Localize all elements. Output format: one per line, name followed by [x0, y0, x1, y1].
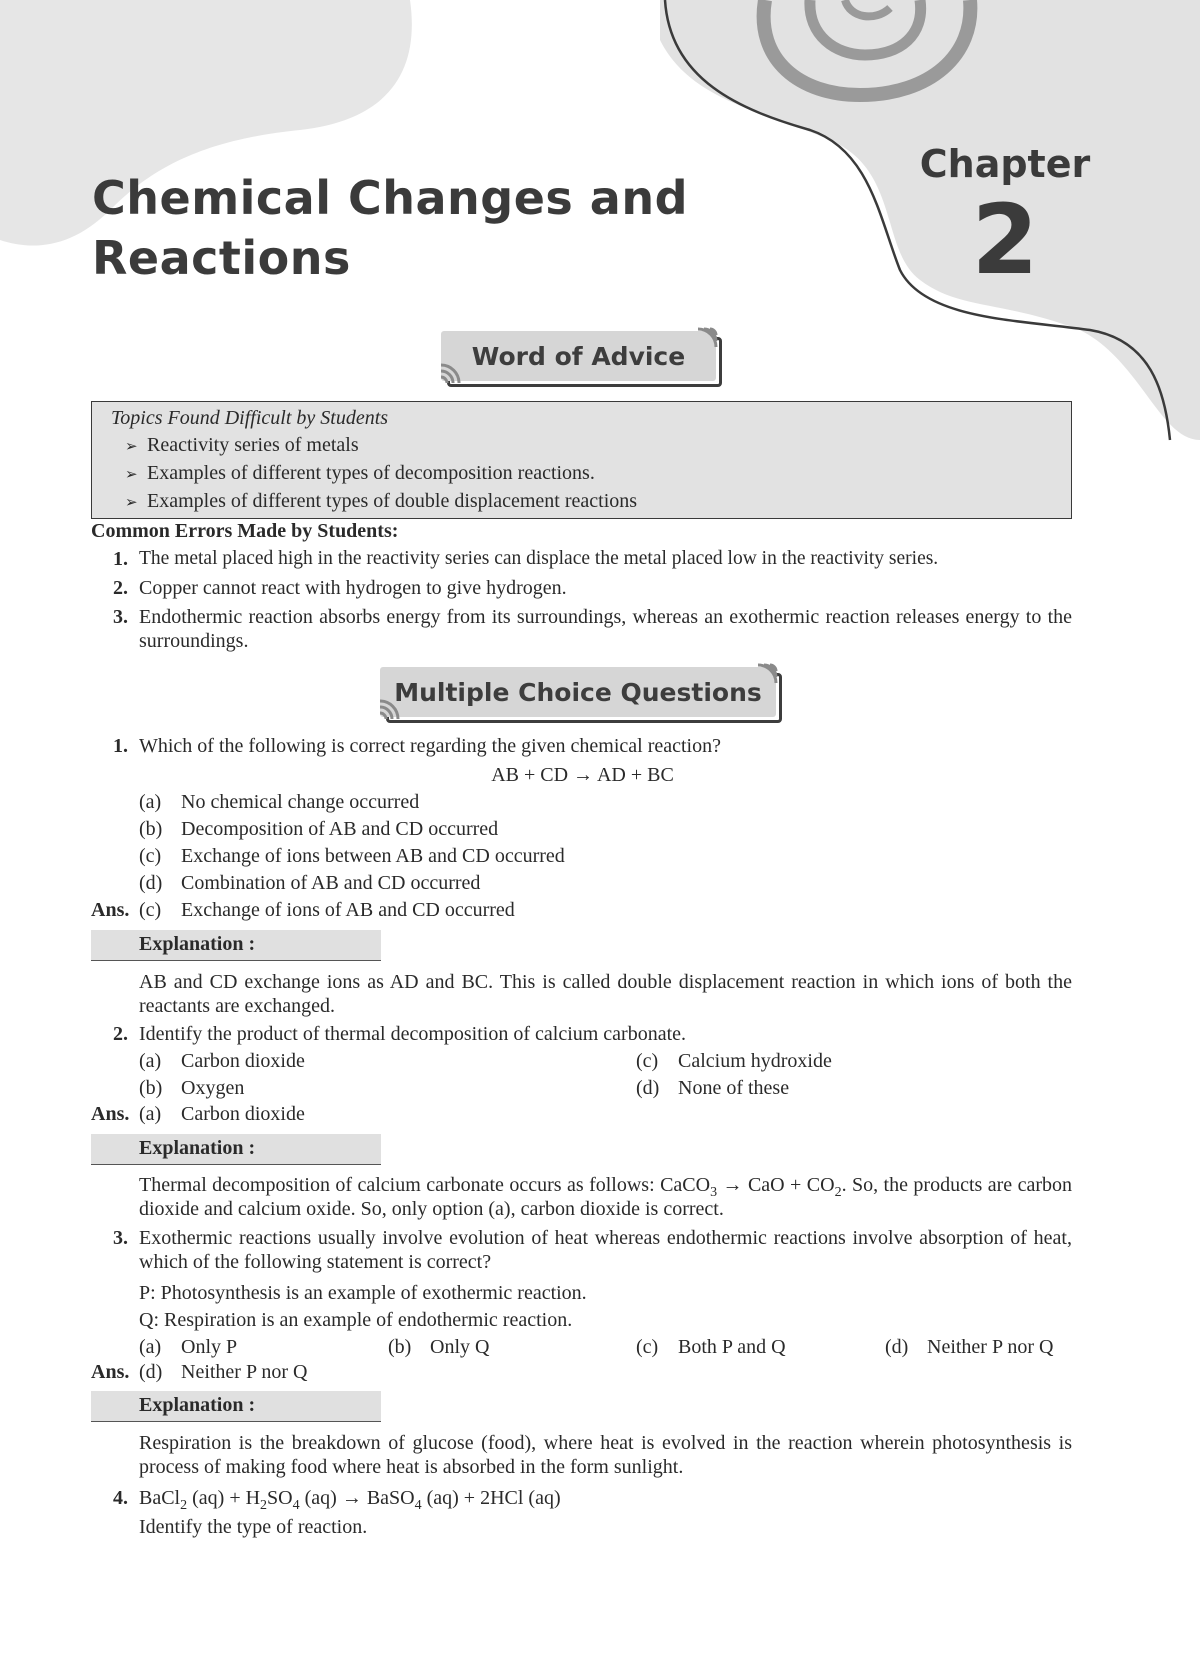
- question-number: 4.: [113, 1487, 128, 1509]
- answer-option: (a): [139, 1103, 162, 1125]
- option-label: (a): [139, 1336, 162, 1358]
- explanation-bar: [91, 1134, 381, 1165]
- question-number: 1.: [113, 735, 128, 757]
- chapter-title-line1: Chemical Changes and: [92, 171, 689, 225]
- option-text: Only P: [181, 1336, 238, 1358]
- question-text: Identify the product of thermal decomposition of calcium carbonate.: [139, 1023, 687, 1045]
- reaction-equation: [139, 1486, 561, 1513]
- option-label: (c): [636, 1050, 659, 1072]
- option-label: (b): [139, 1077, 163, 1099]
- signal-arc-icon: [439, 359, 465, 385]
- option-text: Calcium hydroxide: [678, 1050, 832, 1072]
- explanation-part: . So, the products are carbon dioxide and calcium oxide. So, only option (a), carbon dioxide is correct.: [139, 1174, 1072, 1220]
- question-number: 3.: [113, 1227, 128, 1249]
- option-text: Carbon dioxide: [181, 1050, 305, 1072]
- chapter-title-line2: Reactions: [92, 231, 351, 285]
- statement-q: Q: Respiration is an example of endothermic reaction.: [139, 1309, 573, 1331]
- chapter-label: Chapter: [919, 142, 1091, 186]
- equation-part: (aq) + H: [187, 1487, 261, 1509]
- equation-part: (aq) + 2HCl (aq): [421, 1487, 561, 1509]
- reaction-equation: AB + CD → AD + BC: [491, 764, 674, 786]
- word-of-advice-heading: [441, 331, 716, 381]
- subscript: 4: [292, 1498, 300, 1513]
- question-text: Identify the type of reaction.: [139, 1516, 368, 1538]
- option-label: (b): [139, 818, 163, 840]
- signal-arc-icon: [378, 695, 404, 721]
- error-text: Copper cannot react with hydrogen to give hydrogen.: [139, 577, 567, 599]
- explanation-bar: [91, 930, 381, 961]
- subscript: 2: [260, 1498, 268, 1513]
- arrow-bullet-icon: ➢: [125, 493, 138, 511]
- chapter-number: 2: [971, 184, 1039, 296]
- option-label: (d): [139, 872, 163, 894]
- tab-label: Multiple Choice Questions: [380, 667, 776, 717]
- equation-part: BaCl: [139, 1487, 181, 1509]
- option-text: Decomposition of AB and CD occurred: [181, 818, 499, 840]
- option-label: (c): [636, 1336, 659, 1358]
- topic-text: Examples of different types of decomposition reactions.: [147, 462, 595, 484]
- mcq-heading: [380, 667, 776, 717]
- error-text: The metal placed high in the reactivity series can displace the metal placed low in the reactivity series.: [139, 548, 939, 569]
- chapter-title: [92, 168, 732, 288]
- error-number: 2.: [113, 577, 128, 599]
- question-text: Exothermic reactions usually involve evolution of heat whereas endothermic reactions involve absorption of heat, which of the following statement is correct?: [139, 1227, 1072, 1273]
- subscript: 3: [710, 1185, 718, 1200]
- explanation-text: AB and CD exchange ions as AD and BC. This is called double displacement reaction in which ions of both the reactants are exchanged.: [139, 971, 1072, 1017]
- topic-item: [125, 490, 637, 513]
- answer-label: Ans.: [91, 899, 130, 921]
- signal-arc-icon: [692, 327, 718, 353]
- answer-label: Ans.: [91, 1361, 130, 1383]
- topic-item: [125, 434, 359, 457]
- answer-text: Exchange of ions of AB and CD occurred: [181, 899, 515, 921]
- option-text: Only Q: [430, 1336, 490, 1358]
- topic-text: Examples of different types of double displacement reactions: [147, 490, 638, 512]
- answer-text: Neither P nor Q: [181, 1361, 308, 1383]
- explanation-label: Explanation :: [139, 1394, 256, 1416]
- topics-title: Topics Found Difficult by Students: [111, 407, 389, 429]
- option-label: (d): [885, 1336, 909, 1358]
- explanation-text: [139, 1173, 1072, 1221]
- subscript: 4: [414, 1498, 422, 1513]
- option-label: (b): [388, 1336, 412, 1358]
- answer-option: (c): [139, 899, 162, 921]
- option-label: (d): [636, 1077, 660, 1099]
- option-label: (a): [139, 791, 162, 813]
- option-text: No chemical change occurred: [181, 791, 420, 813]
- answer-option: (d): [139, 1361, 163, 1383]
- arrow-bullet-icon: ➢: [125, 437, 138, 455]
- option-text: Neither P nor Q: [927, 1336, 1054, 1358]
- option-text: None of these: [678, 1077, 790, 1099]
- signal-arc-icon: [752, 663, 778, 689]
- equation-part: (aq) → BaSO: [299, 1487, 415, 1509]
- option-text: Oxygen: [181, 1077, 245, 1099]
- topics-box: [91, 401, 1072, 519]
- question-number: 2.: [113, 1023, 128, 1045]
- option-label: (c): [139, 845, 162, 867]
- topic-text: Reactivity series of metals: [147, 434, 359, 456]
- answer-label: Ans.: [91, 1103, 130, 1125]
- explanation-text: Respiration is the breakdown of glucose (food), where heat is evolved in the reaction wherein photosynthesis is process of making food where heat is absorbed in the form sunlight.: [139, 1432, 1072, 1478]
- subscript: 2: [180, 1498, 188, 1513]
- option-text: Both P and Q: [678, 1336, 786, 1358]
- error-number: 3.: [113, 606, 128, 628]
- common-errors-title: Common Errors Made by Students:: [91, 520, 399, 542]
- answer-text: Carbon dioxide: [181, 1103, 305, 1125]
- arrow-bullet-icon: ➢: [125, 465, 138, 483]
- subscript: 2: [834, 1185, 842, 1200]
- explanation-part: Thermal decomposition of calcium carbonate occurs as follows: CaCO: [139, 1174, 711, 1196]
- error-text: Endothermic reaction absorbs energy from its surroundings, whereas an exothermic reaction releases energy to the surroundings.: [139, 606, 1072, 652]
- option-label: (a): [139, 1050, 162, 1072]
- explanation-label: Explanation :: [139, 1137, 256, 1159]
- explanation-label: Explanation :: [139, 933, 256, 955]
- topic-item: [125, 462, 595, 485]
- tab-label: Word of Advice: [441, 331, 716, 381]
- question-text: Which of the following is correct regarding the given chemical reaction?: [139, 735, 721, 757]
- statement-p: P: Photosynthesis is an example of exothermic reaction.: [139, 1282, 587, 1304]
- explanation-part: → CaO + CO: [717, 1174, 835, 1196]
- option-text: Exchange of ions between AB and CD occurred: [181, 845, 565, 867]
- error-number: 1.: [113, 548, 128, 570]
- equation-part: SO: [267, 1487, 293, 1509]
- option-text: Combination of AB and CD occurred: [181, 872, 481, 894]
- explanation-bar: [91, 1391, 381, 1422]
